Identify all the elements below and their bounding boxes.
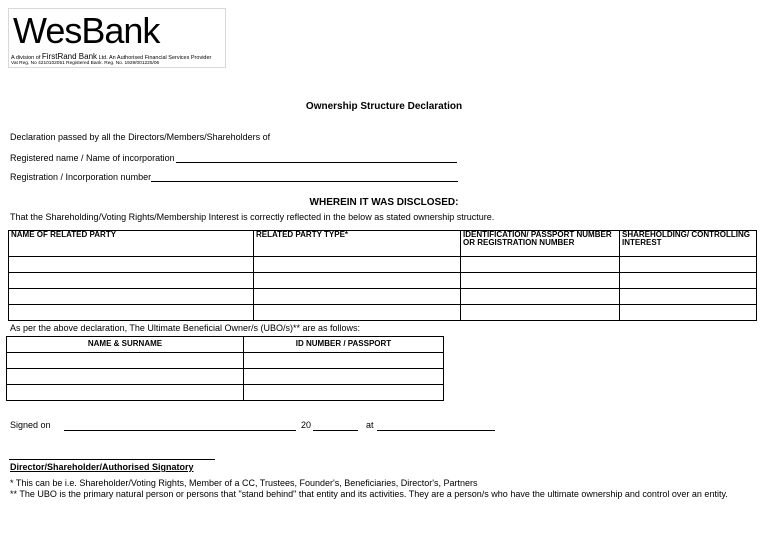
declaration-label: Declaration passed by all the Directors/Members/Shareholders of: [10, 132, 271, 142]
col-related-party-type: RELATED PARTY TYPE*: [254, 231, 461, 257]
table-cell[interactable]: [7, 353, 244, 369]
col-name-surname: NAME & SURNAME: [7, 337, 244, 353]
table-cell[interactable]: [9, 289, 254, 305]
table-cell[interactable]: [244, 369, 444, 385]
logo-tagline: A division of FirstRand Bank Ltd. An Authorised Financial Services Provider: [11, 52, 212, 61]
col-identification: IDENTIFICATION/ PASSPORT NUMBER OR REGISTRATION NUMBER: [461, 231, 620, 257]
table-row: [7, 385, 444, 401]
at-label: at: [366, 420, 374, 430]
table-cell[interactable]: [254, 305, 461, 321]
table-cell[interactable]: [620, 289, 757, 305]
ubo-intro-text: As per the above declaration, The Ultimate Beneficial Owner/s (UBO/s)** are as follows:: [10, 323, 360, 333]
table-cell[interactable]: [9, 273, 254, 289]
signed-date-field[interactable]: [64, 430, 296, 431]
signed-on-label: Signed on: [10, 420, 51, 430]
intro-text: That the Shareholding/Voting Rights/Membership Interest is correctly reflected in the below as stated ownership structure.: [10, 212, 495, 222]
table-cell[interactable]: [620, 257, 757, 273]
table-header-row: [7, 337, 444, 353]
table-cell[interactable]: [461, 257, 620, 273]
table-cell[interactable]: [7, 385, 244, 401]
table-cell[interactable]: [7, 369, 244, 385]
table-cell[interactable]: [620, 273, 757, 289]
logo-reg-line: Vat Reg. No 4210102051 Registered Bank. Reg. No. 1929/001225/06: [11, 61, 160, 66]
table-cell[interactable]: [9, 257, 254, 273]
signed-place-field[interactable]: [377, 430, 495, 431]
col-id-number: ID NUMBER / PASSPORT: [244, 337, 444, 353]
logo-wordmark: WesBank: [13, 10, 160, 51]
table-cell[interactable]: [461, 273, 620, 289]
registered-name-field[interactable]: [176, 162, 457, 163]
table-header-row: [9, 231, 757, 257]
table-cell[interactable]: [254, 289, 461, 305]
table-cell[interactable]: [620, 305, 757, 321]
table-row: [9, 257, 757, 273]
col-name-related-party: NAME OF RELATED PARTY: [9, 231, 254, 257]
registered-name-label: Registered name / Name of incorporation: [10, 153, 175, 163]
page-title: Ownership Structure Declaration: [305, 101, 463, 112]
table-row: [9, 289, 757, 305]
related-party-table: [8, 230, 757, 321]
table-row: [9, 273, 757, 289]
signature-line[interactable]: [9, 459, 215, 460]
year-prefix: 20: [301, 420, 312, 430]
wherein-heading: WHEREIN IT WAS DISCLOSED:: [309, 197, 459, 208]
table-cell[interactable]: [254, 257, 461, 273]
col-shareholding: SHAREHOLDING/ CONTROLLING INTEREST: [620, 231, 757, 257]
table-row: [7, 369, 444, 385]
table-row: [7, 353, 444, 369]
footnote-2: ** The UBO is the primary natural person or persons that "stand behind" that entity and its activities. They are a person/s who have the ultimate ownership and control over an entity.: [10, 489, 728, 499]
signatory-label: Director/Shareholder/Authorised Signatory: [10, 462, 194, 472]
table-cell[interactable]: [461, 305, 620, 321]
table-row: [9, 305, 757, 321]
table-cell[interactable]: [9, 305, 254, 321]
table-cell[interactable]: [244, 353, 444, 369]
footnote-1: * This can be i.e. Shareholder/Voting Rights, Member of a CC, Trustees, Founder's, Beneficiaries, Director's, Partners: [10, 478, 478, 488]
signed-year-field[interactable]: [313, 430, 358, 431]
ubo-table: [6, 336, 444, 401]
table-cell[interactable]: [461, 289, 620, 305]
wesbank-logo: [8, 8, 226, 68]
table-cell[interactable]: [244, 385, 444, 401]
registration-number-field[interactable]: [151, 181, 458, 182]
table-cell[interactable]: [254, 273, 461, 289]
registration-number-label: Registration / Incorporation number: [10, 172, 152, 182]
